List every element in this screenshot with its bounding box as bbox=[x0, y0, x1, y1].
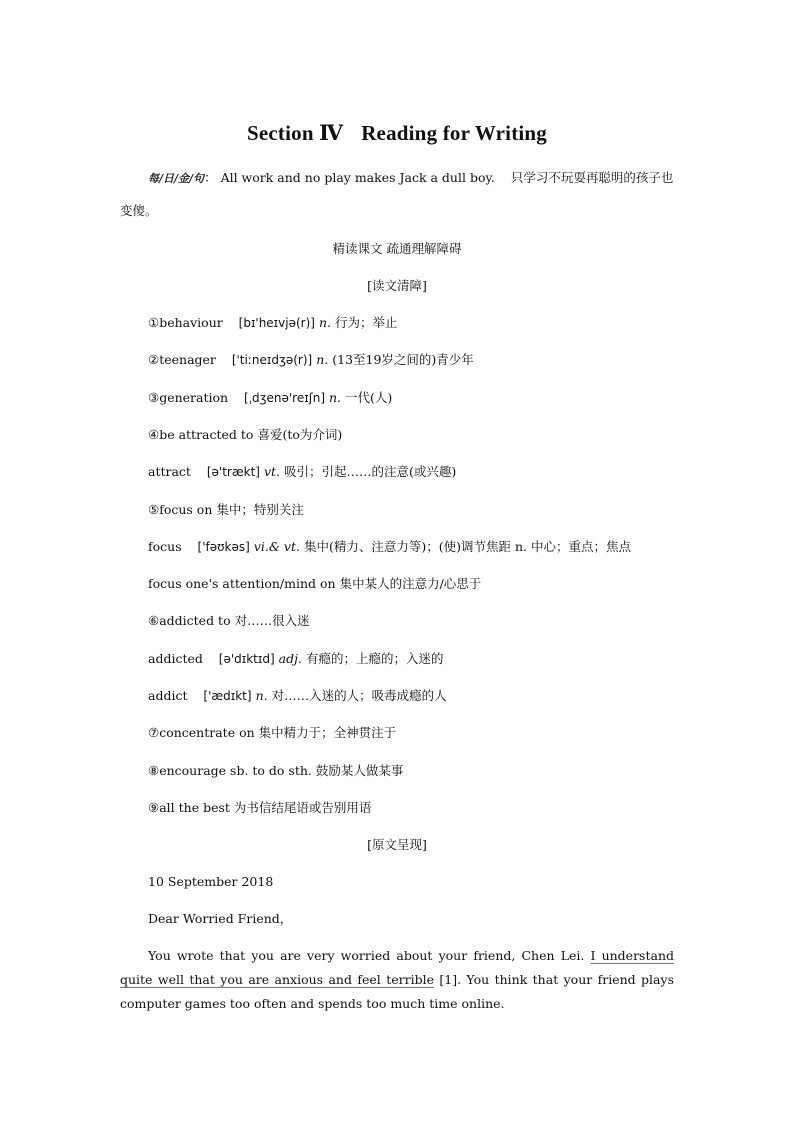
motto-colon: ： bbox=[204, 170, 217, 185]
vocab-term: ⑨all the best bbox=[148, 800, 230, 815]
vocab-meaning: (13至19岁之间的)青少年 bbox=[332, 352, 474, 367]
vocab-meaning: 行为；举止 bbox=[334, 315, 398, 330]
letter-p1-underlined: I understand quite well that you are anxious and feel terrible bbox=[120, 948, 674, 987]
vocab-item bbox=[148, 389, 392, 407]
vocab-meaning: 有瘾的；上瘾的；入迷的 bbox=[305, 651, 444, 666]
page-title bbox=[0, 120, 794, 146]
letter-paragraph bbox=[120, 944, 674, 1016]
motto-tag: 每/日/金/句 bbox=[148, 172, 205, 185]
vocab-meaning: 集中(精力、注意力等)；(使)调节焦距 n. 中心；重点；焦点 bbox=[303, 539, 631, 554]
vocab-meaning: 集中精力于；全神贯注于 bbox=[258, 725, 397, 740]
original-heading: [原文呈现] bbox=[367, 837, 427, 852]
vocab-term: ①behaviour bbox=[148, 315, 223, 330]
motto-chinese-continued: 变傻。 bbox=[120, 203, 158, 218]
vocab-item bbox=[148, 650, 443, 668]
vocab-item bbox=[148, 612, 310, 630]
vocab-term: ⑥addicted to bbox=[148, 613, 231, 628]
vocab-pos: vt. bbox=[263, 464, 281, 479]
vocab-term: focus one's attention/mind on bbox=[148, 576, 336, 591]
vocab-term: ⑤focus on bbox=[148, 502, 213, 517]
vocab-meaning: 集中；特别关注 bbox=[216, 502, 304, 517]
vocab-item bbox=[148, 575, 481, 593]
vocab-pos: n. bbox=[318, 315, 331, 330]
vocab-term: attract bbox=[148, 464, 191, 479]
title-section: Section Ⅳ bbox=[246, 121, 344, 145]
vocab-meaning: 为书信结尾语或告别用语 bbox=[233, 800, 372, 815]
letter-date: 10 September 2018 bbox=[148, 874, 274, 889]
letter-p1-b: [1]. You think that your friend plays computer games too often and spends too much time online. bbox=[120, 972, 674, 1011]
vocab-pos: n. bbox=[329, 390, 342, 405]
vocab-term: ②teenager bbox=[148, 352, 216, 367]
vocab-pos: vi.& vt. bbox=[253, 539, 300, 554]
vocab-meaning: 对……很入迷 bbox=[234, 613, 310, 628]
vocab-item bbox=[148, 351, 474, 369]
vocab-pos: n. bbox=[316, 352, 329, 367]
vocab-pos: n. bbox=[255, 688, 268, 703]
vocab-item bbox=[148, 314, 397, 332]
vocab-term: focus bbox=[148, 539, 182, 554]
vocab-item bbox=[148, 538, 631, 556]
vocab-meaning: 鼓励某人做某事 bbox=[315, 763, 404, 778]
vocab-item bbox=[148, 762, 403, 780]
letter-p1-a: You wrote that you are very worried about your friend, Chen Lei. bbox=[148, 948, 591, 963]
vocab-term: ③generation bbox=[148, 390, 229, 405]
vocab-item bbox=[148, 799, 371, 817]
vocab-pos: adj. bbox=[278, 651, 302, 666]
vocab-item bbox=[148, 687, 447, 705]
title-name: Reading for Writing bbox=[361, 121, 548, 145]
vocab-meaning: 对……入迷的人；吸毒成瘾的人 bbox=[271, 688, 447, 703]
vocab-term: ⑧encourage sb. to do sth. bbox=[148, 763, 312, 778]
vocab-meaning: 集中某人的注意力/心思于 bbox=[339, 576, 482, 591]
vocab-meaning: 喜爱(to为介词) bbox=[257, 427, 343, 442]
vocab-meaning: 一代(人) bbox=[345, 390, 393, 405]
vocab-item bbox=[148, 501, 304, 519]
vocab-phonetic: ['fəʊkəs] bbox=[197, 540, 250, 554]
letter-greeting: Dear Worried Friend， bbox=[148, 911, 293, 926]
vocab-term: ⑦concentrate on bbox=[148, 725, 255, 740]
vocab-phonetic: [ˌdʒenə'reɪʃn] bbox=[243, 391, 326, 405]
motto-chinese: 只学习不玩耍再聪明的孩子也 bbox=[510, 170, 674, 185]
motto-english: All work and no play makes Jack a dull boy. bbox=[220, 170, 495, 185]
vocab-term: ④be attracted to bbox=[148, 427, 254, 442]
vocab-term: addicted bbox=[148, 651, 203, 666]
vocab-item bbox=[148, 463, 456, 481]
vocab-term: addict bbox=[148, 688, 188, 703]
vocab-phonetic: ['tiːneɪdʒə(r)] bbox=[231, 353, 313, 367]
clear-heading: [读文清障] bbox=[367, 278, 427, 293]
vocab-phonetic: [ə'dɪktɪd] bbox=[218, 652, 275, 666]
vocab-phonetic: ['ædɪkt] bbox=[203, 689, 252, 703]
vocab-phonetic: [ə'trækt] bbox=[206, 465, 260, 479]
vocab-item bbox=[148, 724, 396, 742]
vocab-phonetic: [bɪ'heɪvjə(r)] bbox=[238, 316, 315, 330]
vocab-meaning: 吸引；引起……的注意(或兴趣) bbox=[284, 464, 457, 479]
vocab-item bbox=[148, 426, 342, 444]
motto-line bbox=[148, 169, 673, 188]
section-heading: 精读课文 疏通理解障碍 bbox=[332, 241, 462, 256]
